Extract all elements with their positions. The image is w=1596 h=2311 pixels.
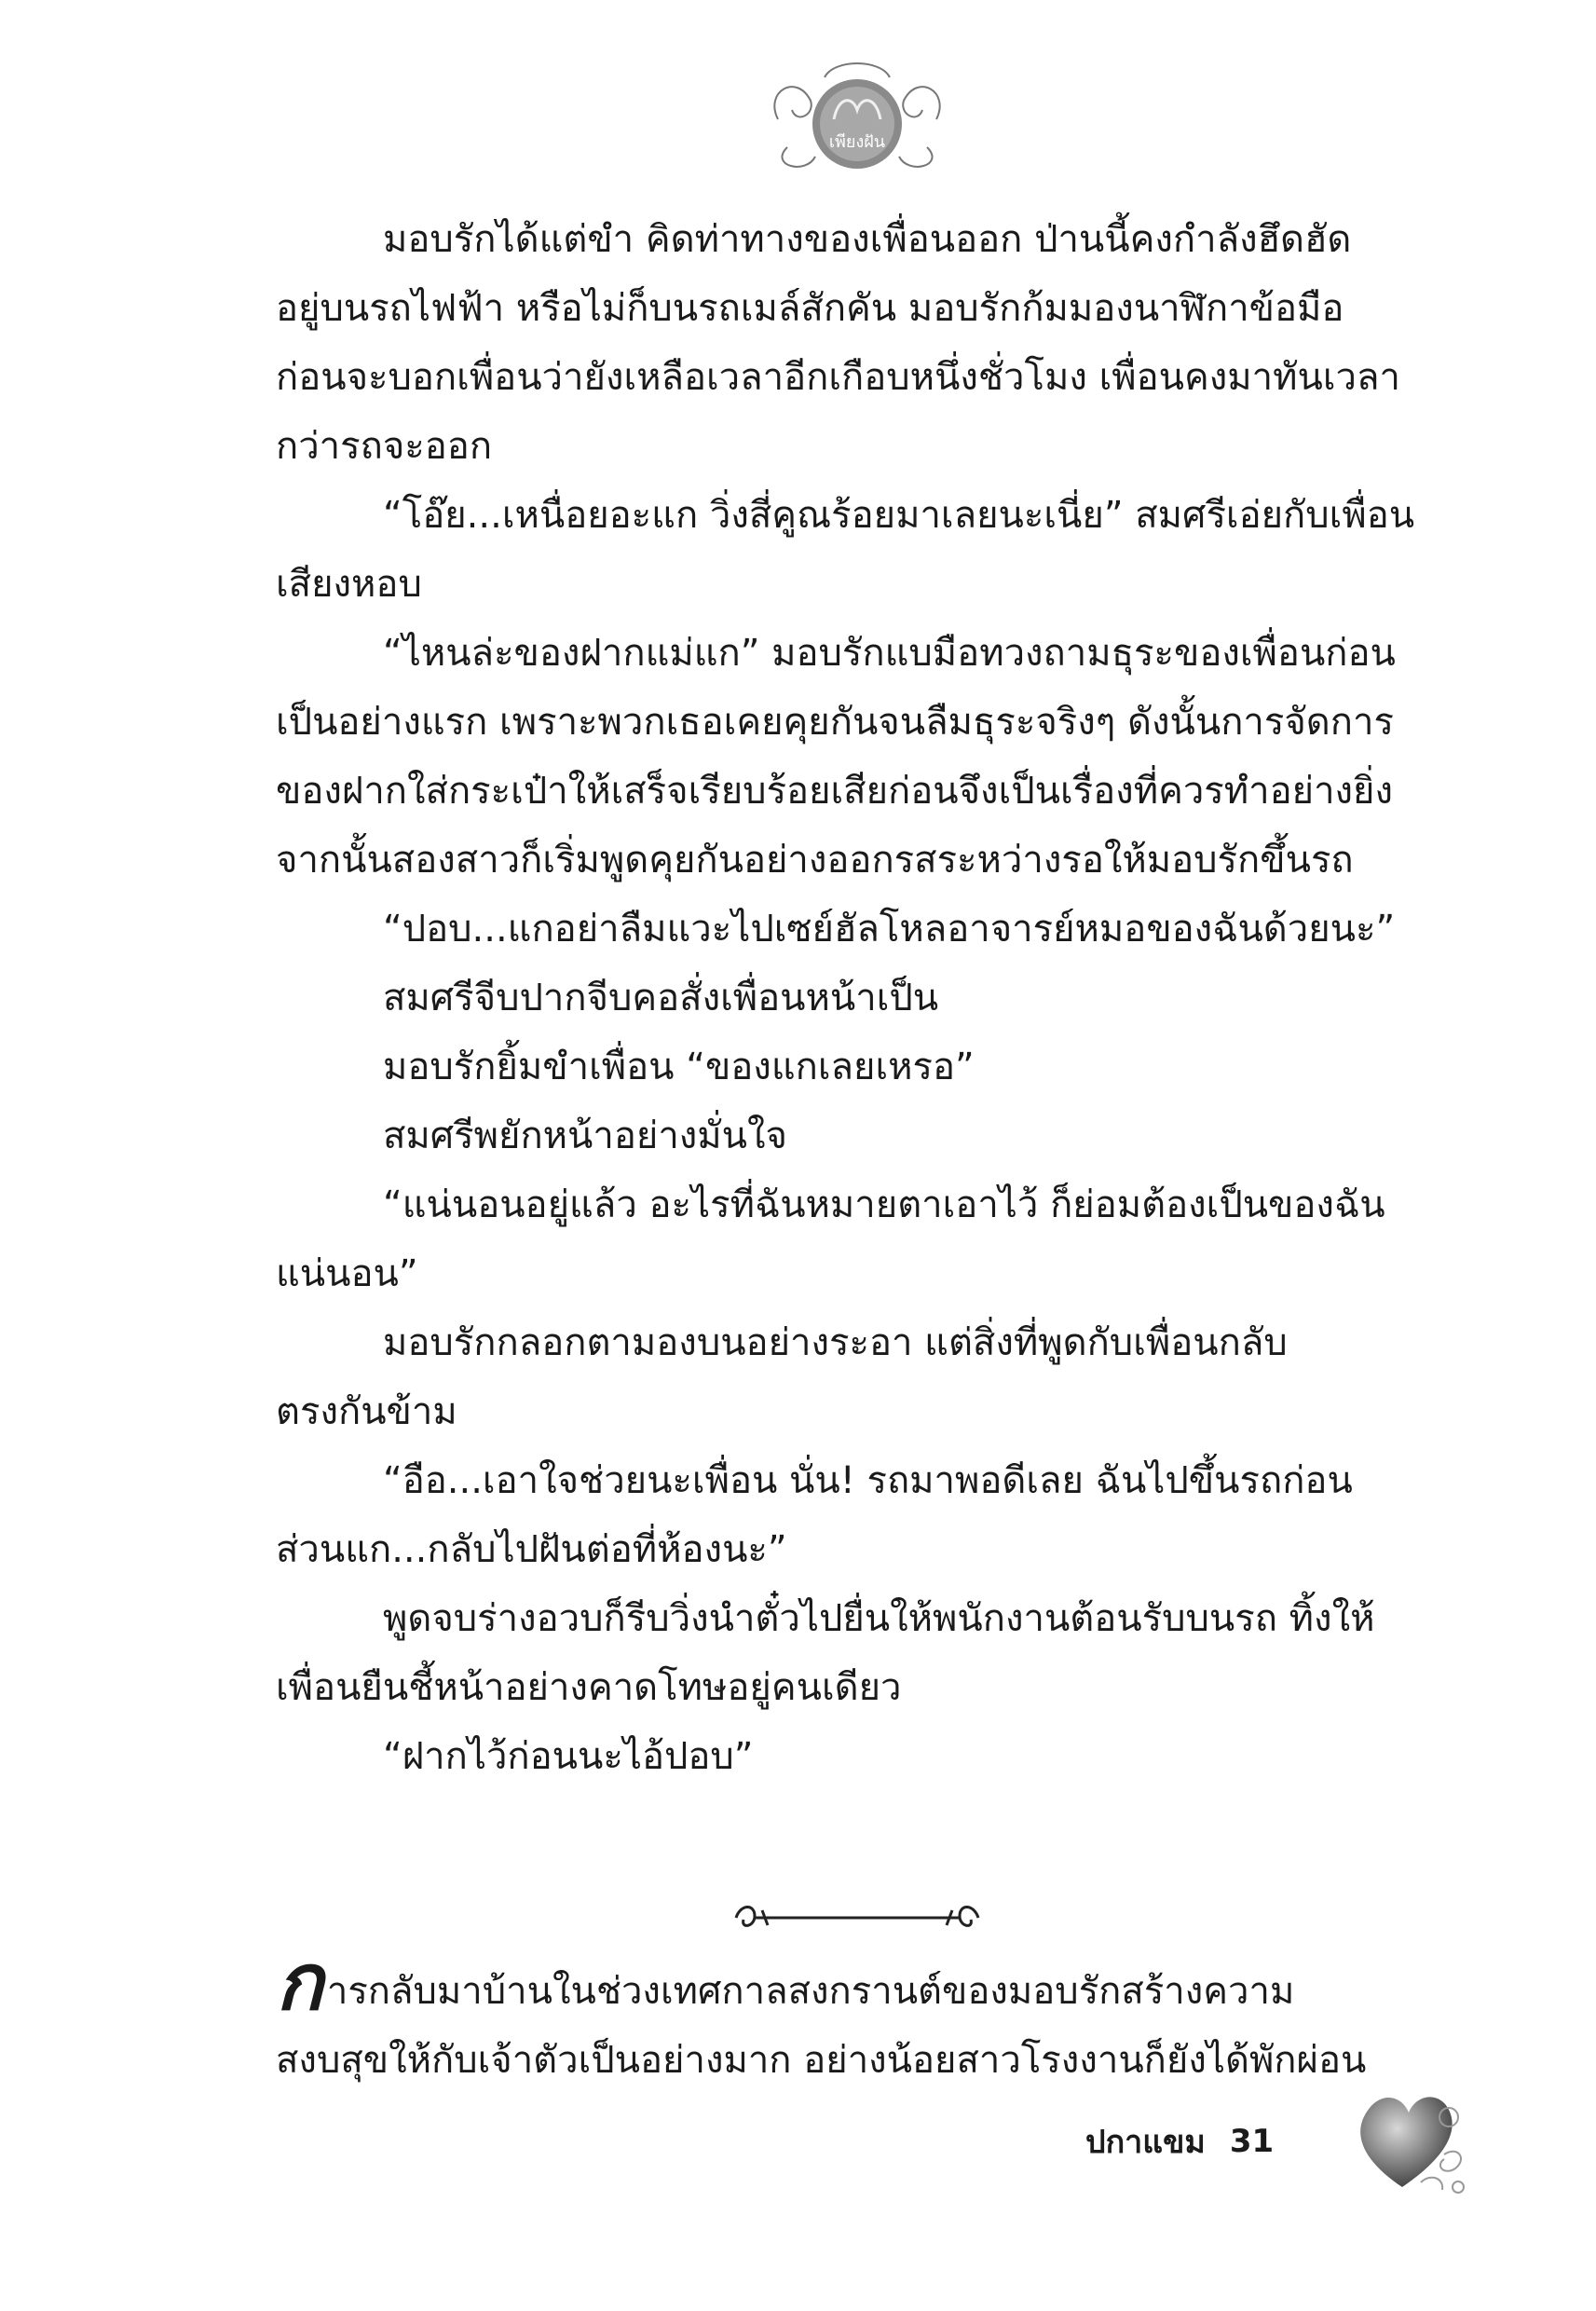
header-emblem-ornament (759, 54, 955, 185)
section-body-text (276, 1936, 1436, 2095)
text-line: จากนั้นสองสาวก็เริ่มพูดคุยกันอย่างออกรสระหว่างรอให้มอบรักขึ้นรถ (276, 839, 1354, 882)
text-line: “ปอบ...แกอย่าลืมแวะไปเซย์ฮัลโหลอาจารย์หมอของฉันด้วยนะ” (383, 908, 1396, 950)
text-line: “ไหนล่ะของฝากแม่แก” มอบรักแบมือทวงถามธุระของเพื่อนก่อน (383, 632, 1396, 675)
text-line: ของฝากใส่กระเป๋าให้เสร็จเรียบร้อยเสียก่อนจึงเป็นเรื่องที่ควรทำอย่างยิ่ง (276, 770, 1394, 813)
text-line: มอบรักยิ้มขำเพื่อน “ของแกเลยเหรอ” (383, 1046, 975, 1088)
text-line: “ฝากไว้ก่อนนะไอ้ปอบ” (383, 1735, 754, 1778)
text-line: กว่ารถจะออก (276, 425, 493, 468)
text-line: อยู่บนรถไฟฟ้า หรือไม่ก็บนรถเมล์สักคัน มอบรักก้มมองนาฬิกาข้อมือ (276, 287, 1344, 330)
text-line: การกลับมาบ้านในช่วงเทศกาลสงกรานต์ของมอบรักสร้างความ (276, 1936, 1295, 2028)
text-line: เพื่อนยืนชี้หน้าอย่างคาดโทษอยู่คนเดียว (276, 1666, 902, 1709)
text-line: “โอ๊ย...เหนื่อยอะแก วิ่งสี่คูณร้อยมาเลยนะเนี่ย” สมศรีเอ่ยกับเพื่อน (383, 494, 1415, 537)
section-divider-ornament (727, 1899, 988, 1936)
body-text (276, 205, 1436, 1791)
text-line: สมศรีจีบปากจีบคอสั่งเพื่อนหน้าเป็น (383, 977, 939, 1019)
text-line: “แน่นอนอยู่แล้ว อะไรที่ฉันหมายตาเอาไว้ ก็ย่อมต้องเป็นของฉัน (383, 1183, 1385, 1226)
text-line: มอบรักกลอกตามองบนอย่างระอา แต่สิ่งที่พูดกับเพื่อนกลับ (383, 1321, 1288, 1364)
drop-cap: ก (276, 1936, 323, 2028)
text-line: ตรงกันข้าม (276, 1390, 457, 1433)
text-line: พูดจบร่างอวบก็รีบวิ่งนำตั๋วไปยื่นให้พนักงานต้อนรับบนรถ ทิ้งให้ (383, 1597, 1375, 1640)
text-line: มอบรักได้แต่ขำ คิดท่าทางของเพื่อนออก ป่านนี้คงกำลังฮึดฮัด (383, 218, 1352, 261)
text-line: ก่อนจะบอกเพื่อนว่ายังเหลือเวลาอีกเกือบหนึ่งชั่วโมง เพื่อนคงมาทันเวลา (276, 356, 1400, 399)
text-line: “อือ...เอาใจช่วยนะเพื่อน นั่น! รถมาพอดีเลย ฉันไปขึ้นรถก่อน (383, 1459, 1353, 1502)
text-line: เสียงหอบ (276, 563, 422, 606)
heart-icon (1351, 2080, 1481, 2201)
text-line: สมศรีพยักหน้าอย่างมั่นใจ (383, 1114, 787, 1157)
emblem-label: เพียงฝัน (828, 132, 886, 152)
page-footer (1085, 2104, 1274, 2179)
page-number: 31 (1229, 2123, 1275, 2160)
text-line: เป็นอย่างแรก เพราะพวกเธอเคยคุยกันจนลืมธุระจริงๆ ดังนั้นการจัดการ (276, 701, 1394, 744)
text-line: แน่นอน” (276, 1252, 418, 1295)
text-line: สงบสุขให้กับเจ้าตัวเป็นอย่างมาก อย่างน้อยสาวโรงงานก็ยังได้พักผ่อน (276, 2039, 1367, 2082)
text-line: ส่วนแก...กลับไปฝันต่อที่ห้องนะ” (276, 1528, 787, 1571)
book-title: ปกาแขม (1085, 2124, 1206, 2161)
